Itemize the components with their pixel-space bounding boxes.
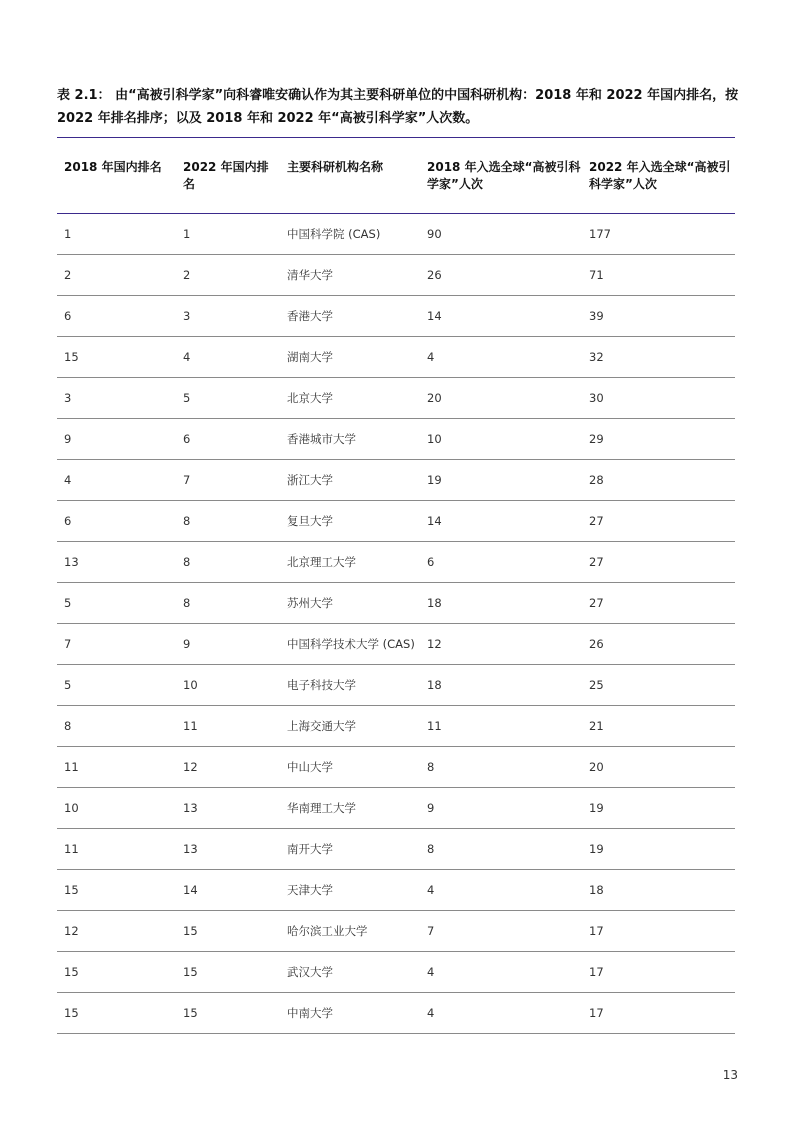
cell-rank-2018: 5: [57, 582, 176, 623]
cell-institution: 中山大学: [280, 746, 420, 787]
cell-institution: 哈尔滨工业大学: [280, 910, 420, 951]
cell-rank-2022: 2: [176, 254, 280, 295]
cell-count-2018: 10: [420, 418, 582, 459]
table-row: [57, 869, 735, 910]
table-row: [57, 951, 735, 992]
cell-rank-2018: 10: [57, 787, 176, 828]
cell-rank-2018: 12: [57, 910, 176, 951]
cell-count-2022: 27: [582, 541, 735, 582]
table-row: [57, 213, 735, 254]
table-row: [57, 828, 735, 869]
cell-rank-2018: 1: [57, 213, 176, 254]
table-row: [57, 541, 735, 582]
cell-rank-2018: 6: [57, 500, 176, 541]
table-row: [57, 746, 735, 787]
cell-count-2022: 27: [582, 582, 735, 623]
table-row: [57, 787, 735, 828]
cell-institution: 中南大学: [280, 992, 420, 1033]
cell-rank-2018: 11: [57, 746, 176, 787]
cell-count-2022: 17: [582, 910, 735, 951]
cell-rank-2018: 7: [57, 623, 176, 664]
cell-institution: 苏州大学: [280, 582, 420, 623]
cell-count-2022: 17: [582, 951, 735, 992]
table-row: [57, 992, 735, 1033]
ranking-table: [57, 138, 735, 1034]
cell-institution: 中国科学技术大学 (CAS): [280, 623, 420, 664]
cell-rank-2018: 15: [57, 869, 176, 910]
cell-count-2022: 28: [582, 459, 735, 500]
cell-institution: 中国科学院 (CAS): [280, 213, 420, 254]
cell-count-2022: 177: [582, 213, 735, 254]
cell-count-2018: 4: [420, 951, 582, 992]
cell-rank-2022: 8: [176, 582, 280, 623]
cell-institution: 香港大学: [280, 295, 420, 336]
cell-rank-2022: 15: [176, 951, 280, 992]
cell-institution: 武汉大学: [280, 951, 420, 992]
table-row: [57, 295, 735, 336]
cell-count-2022: 17: [582, 992, 735, 1033]
cell-count-2018: 18: [420, 664, 582, 705]
table-row: [57, 664, 735, 705]
header-institution: 主要科研机构名称: [280, 138, 420, 213]
cell-rank-2018: 15: [57, 992, 176, 1033]
cell-rank-2022: 4: [176, 336, 280, 377]
cell-rank-2018: 9: [57, 418, 176, 459]
table-row: [57, 377, 735, 418]
header-count-2022: 2022 年入选全球“高被引科学家”人次: [582, 138, 735, 213]
cell-institution: 复旦大学: [280, 500, 420, 541]
cell-institution: 华南理工大学: [280, 787, 420, 828]
cell-rank-2022: 10: [176, 664, 280, 705]
cell-rank-2018: 3: [57, 377, 176, 418]
cell-count-2018: 20: [420, 377, 582, 418]
table-row: [57, 582, 735, 623]
cell-count-2018: 12: [420, 623, 582, 664]
cell-count-2022: 19: [582, 787, 735, 828]
table-row: [57, 500, 735, 541]
cell-count-2022: 27: [582, 500, 735, 541]
cell-count-2022: 26: [582, 623, 735, 664]
cell-rank-2022: 8: [176, 500, 280, 541]
cell-institution: 北京理工大学: [280, 541, 420, 582]
cell-rank-2018: 4: [57, 459, 176, 500]
cell-rank-2018: 15: [57, 336, 176, 377]
cell-count-2018: 8: [420, 828, 582, 869]
cell-institution: 电子科技大学: [280, 664, 420, 705]
cell-count-2018: 19: [420, 459, 582, 500]
table-row: [57, 418, 735, 459]
cell-count-2018: 8: [420, 746, 582, 787]
cell-rank-2022: 9: [176, 623, 280, 664]
cell-count-2018: 14: [420, 295, 582, 336]
page-number: 13: [722, 1068, 738, 1082]
cell-rank-2022: 11: [176, 705, 280, 746]
cell-rank-2022: 6: [176, 418, 280, 459]
cell-institution: 天津大学: [280, 869, 420, 910]
cell-count-2018: 6: [420, 541, 582, 582]
cell-rank-2022: 3: [176, 295, 280, 336]
cell-institution: 湖南大学: [280, 336, 420, 377]
cell-count-2018: 9: [420, 787, 582, 828]
cell-count-2022: 32: [582, 336, 735, 377]
cell-count-2022: 30: [582, 377, 735, 418]
header-rank-2022: 2022 年国内排名: [176, 138, 280, 213]
cell-rank-2022: 7: [176, 459, 280, 500]
cell-institution: 南开大学: [280, 828, 420, 869]
cell-count-2018: 4: [420, 992, 582, 1033]
cell-count-2022: 19: [582, 828, 735, 869]
cell-rank-2022: 5: [176, 377, 280, 418]
table-row: [57, 254, 735, 295]
cell-count-2018: 14: [420, 500, 582, 541]
cell-rank-2022: 12: [176, 746, 280, 787]
cell-count-2022: 39: [582, 295, 735, 336]
header-count-2018: 2018 年入选全球“高被引科学家”人次: [420, 138, 582, 213]
cell-rank-2022: 13: [176, 787, 280, 828]
cell-count-2022: 25: [582, 664, 735, 705]
cell-count-2018: 18: [420, 582, 582, 623]
cell-count-2018: 26: [420, 254, 582, 295]
table-row: [57, 623, 735, 664]
cell-institution: 香港城市大学: [280, 418, 420, 459]
cell-rank-2018: 5: [57, 664, 176, 705]
cell-institution: 清华大学: [280, 254, 420, 295]
cell-count-2022: 29: [582, 418, 735, 459]
cell-count-2022: 20: [582, 746, 735, 787]
cell-rank-2018: 15: [57, 951, 176, 992]
cell-count-2022: 21: [582, 705, 735, 746]
cell-count-2018: 90: [420, 213, 582, 254]
table-header-row: [57, 138, 735, 213]
cell-count-2022: 18: [582, 869, 735, 910]
cell-count-2022: 71: [582, 254, 735, 295]
cell-rank-2022: 1: [176, 213, 280, 254]
cell-rank-2022: 14: [176, 869, 280, 910]
cell-rank-2022: 8: [176, 541, 280, 582]
cell-rank-2018: 8: [57, 705, 176, 746]
cell-rank-2022: 15: [176, 910, 280, 951]
cell-institution: 北京大学: [280, 377, 420, 418]
cell-rank-2022: 15: [176, 992, 280, 1033]
table-caption: 表 2.1： 由“高被引科学家”向科睿唯安确认作为其主要科研单位的中国科研机构：2018 年和 2022 年国内排名，按 2022 年排名排序；以及 2018 年和 2022 年“高被引科学家”人次数。: [57, 88, 739, 126]
table-row: [57, 705, 735, 746]
cell-rank-2018: 13: [57, 541, 176, 582]
cell-count-2018: 11: [420, 705, 582, 746]
cell-count-2018: 4: [420, 869, 582, 910]
cell-institution: 浙江大学: [280, 459, 420, 500]
cell-rank-2018: 11: [57, 828, 176, 869]
table-row: [57, 336, 735, 377]
cell-institution: 上海交通大学: [280, 705, 420, 746]
header-rank-2018: 2018 年国内排名: [57, 138, 176, 213]
table-row: [57, 910, 735, 951]
table-row: [57, 459, 735, 500]
cell-count-2018: 7: [420, 910, 582, 951]
cell-rank-2022: 13: [176, 828, 280, 869]
table-body: [57, 213, 735, 1033]
cell-rank-2018: 6: [57, 295, 176, 336]
cell-rank-2018: 2: [57, 254, 176, 295]
cell-count-2018: 4: [420, 336, 582, 377]
